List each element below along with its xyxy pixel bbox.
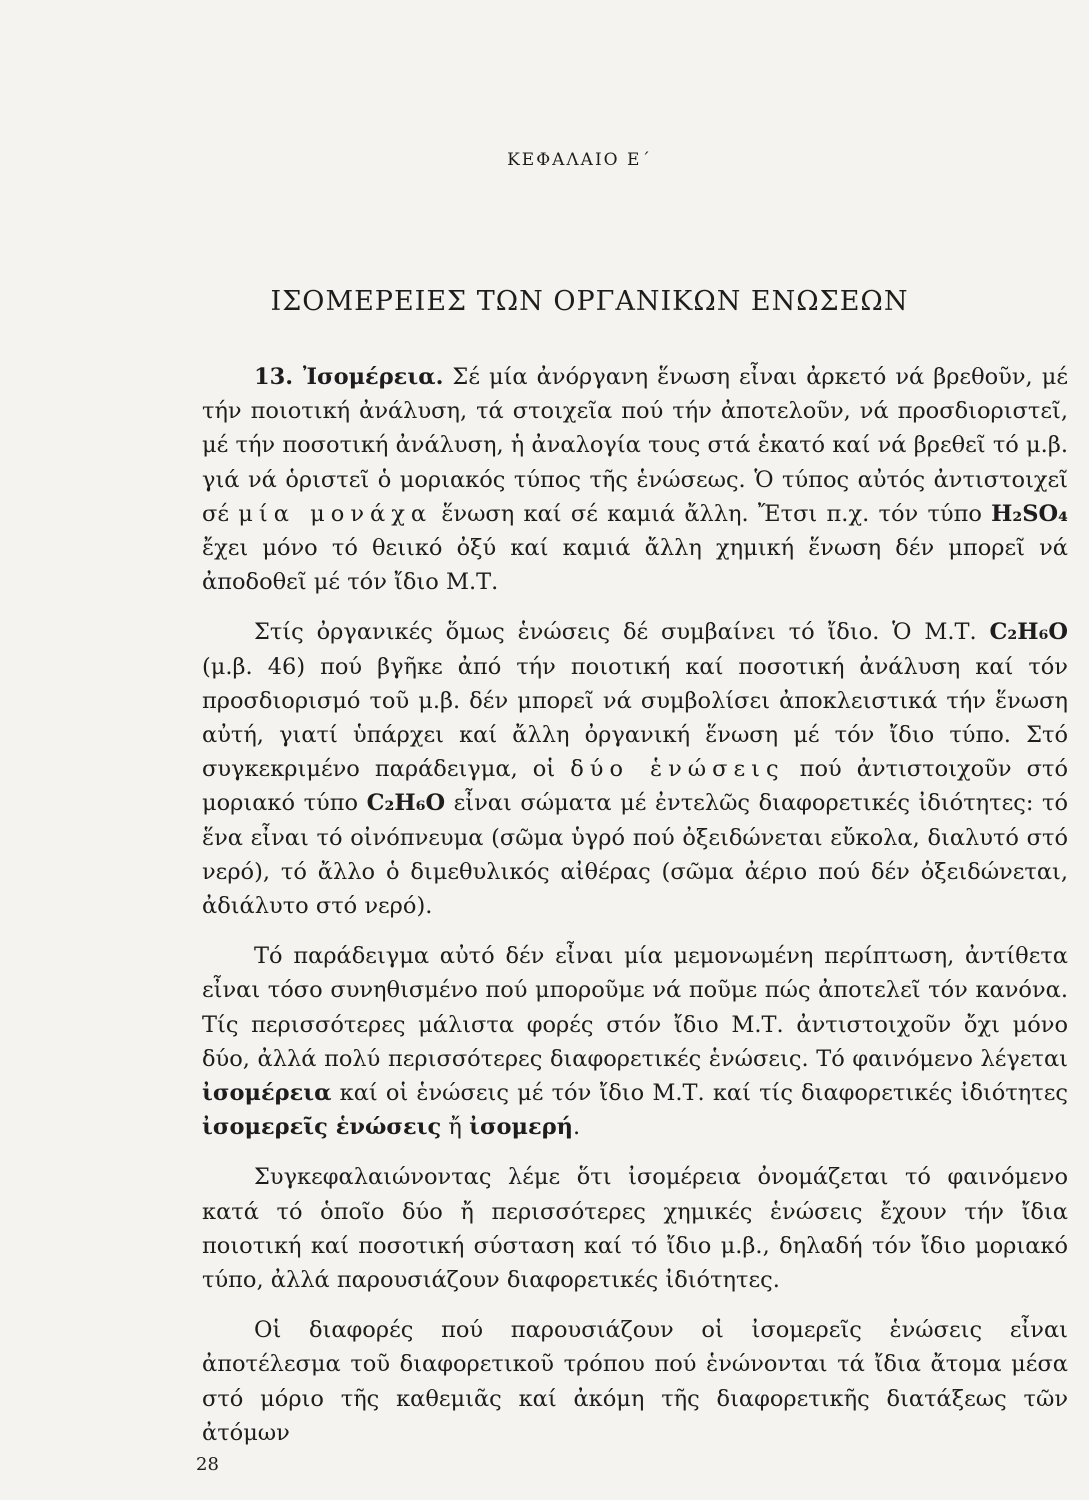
text-run: εἶναι σώματα μέ ἐντελῶς διαφορετικές ἰδιότητες: τό ἕνα εἶναι τό οἰνόπνευμα (σῶμα ὑγρό πού ὀξειδώνεται εὔκολα, διαλυτό στό νερό), τό ἄλλο ὁ διμεθυλικός αἰθέρας (σῶμα ἀέριο πού δέν ὀξειδώνεται, ἀδιάλυτο στό νερό). xyxy=(202,790,1068,920)
text-run: Στίς ὀργανικές ὅμως ἑνώσεις δέ συμβαίνει τό ἴδιο. Ὁ Μ.Τ. xyxy=(254,619,990,646)
paragraph-5: Οἱ διαφορές πού παρουσιάζουν οἱ ἰσομερεῖς ἑνώσεις εἶναι ἀποτέλεσμα τοῦ διαφορετικοῦ τρόπου πού ἑνώνονται τά ἴδια ἄτομα μέσα στό μόριο τῆς καθεμιᾶς καί ἀκόμη τῆς διαφορετικῆς διατάξεως τῶν ἀτόμων xyxy=(202,1317,1068,1446)
text-run: (μ.β. 46) πού βγῆκε ἀπό τήν ποιοτική καί ποσοτική ἀνάλυση καί τόν προσδιορισμό τοῦ μ.β. δέν μπορεῖ νά συμβολίσει ἀποκλειστικά τήν ἕνωση αὐτή, γιατί ὑπάρχει καί ἄλλη ὀργανική ἕνωση μέ τόν ἴδιο τύπο. Στό συγκεκριμένο παράδειγμα, οἱ xyxy=(202,653,1068,783)
formula: C₂H₆O xyxy=(989,619,1068,646)
paragraph-4: Συγκεφαλαιώνοντας λέμε ὅτι ἰσομέρεια ὀνομάζεται τό φαινόμενο κατά τό ὁποῖο δύο ἤ περισσότερες χημικές ἑνώσεις ἔχουν τήν ἴδια ποιοτική καί ποσοτική σύσταση καί τό ἴδιο μ.β., δηλαδή τόν ἴδιο μοριακό τύπο, ἀλλά παρουσιάζουν διαφορετικές ἰδιότητες. xyxy=(202,1164,1068,1294)
section-heading: 13. Ἰσομέρεια. xyxy=(254,364,444,390)
text-run: Τό παράδειγμα αὐτό δέν εἶναι μία μεμονωμένη περίπτωση, ἀντίθετα εἶναι τόσο συνηθισμένο πού μποροῦμε νά ποῦμε πώς ἀποτελεῖ τόν κανόνα. Τίς περισσότερες μάλιστα φορές στόν ἴδιο Μ.Τ. ἀντιστοιχοῦν ὄχι μόνο δύο, ἀλλά πολύ περισσότερες διαφορετικές ἑνώσεις. Τό φαινόμενο λέγεται xyxy=(202,943,1068,1072)
chapter-heading: ΚΕΦΑΛΑΙΟ Ε΄ xyxy=(507,150,652,170)
text-run: ἔχει μόνο τό θειικό ὀξύ καί καμιά ἄλλη χημική ἕνωση δέν μπορεῖ νά ἀποδοθεῖ μέ τόν ἴδιο Μ.Τ. xyxy=(202,535,1068,596)
paragraph-2 xyxy=(202,615,1068,923)
page-number: 28 xyxy=(196,1454,219,1475)
spaced-emphasis: μία μονάχα xyxy=(238,500,433,527)
text-run: . xyxy=(573,1114,581,1141)
spaced-emphasis: δύο ἑνώσεις xyxy=(570,756,785,783)
paragraph-1 xyxy=(202,360,1068,599)
text-run: πού ἀντιστοιχοῦν στό μοριακό τύπο xyxy=(202,756,1068,817)
bold-term: ἰσομερεῖς ἑνώσεις xyxy=(202,1114,442,1141)
text-run: ἕνωση καί σέ καμιά ἄλλη. Ἔτσι π.χ. τόν τύπο xyxy=(432,500,992,527)
formula: C₂H₆O xyxy=(366,790,446,817)
bold-term: ἰσομερή xyxy=(469,1114,574,1141)
bold-term: ἰσομέρεια xyxy=(202,1080,332,1107)
text-run: ἤ xyxy=(441,1114,470,1141)
paragraph-3 xyxy=(202,939,1068,1144)
text-run: καί οἱ ἑνώσεις μέ τόν ἴδιο Μ.Τ. καί τίς διαφορετικές ἰδιότητες xyxy=(331,1080,1068,1107)
body-text xyxy=(202,360,1068,1466)
section-title: ΙΣΟΜΕΡΕΙΕΣ ΤΩΝ ΟΡΓΑΝΙΚΩΝ ΕΝΩΣΕΩΝ xyxy=(270,286,909,317)
formula: H₂SO₄ xyxy=(991,500,1068,527)
text-run: Σέ μία ἀνόργανη ἕνωση εἶναι ἀρκετό νά βρεθοῦν, μέ τήν ποιοτική ἀνάλυση, τά στοιχεῖα πού τήν ἀποτελοῦν, νά προσδιοριστεῖ, μέ τήν ποσοτική ἀνάλυση, ἡ ἀναλογία τους στά ἑκατό καί νά βρεθεῖ τό μ.β. γιά νά ὁριστεῖ ὁ μοριακός τύπος τῆς ἑνώσεως. Ὁ τύπος αὐτός ἀντιστοιχεῖ σέ xyxy=(202,364,1068,527)
